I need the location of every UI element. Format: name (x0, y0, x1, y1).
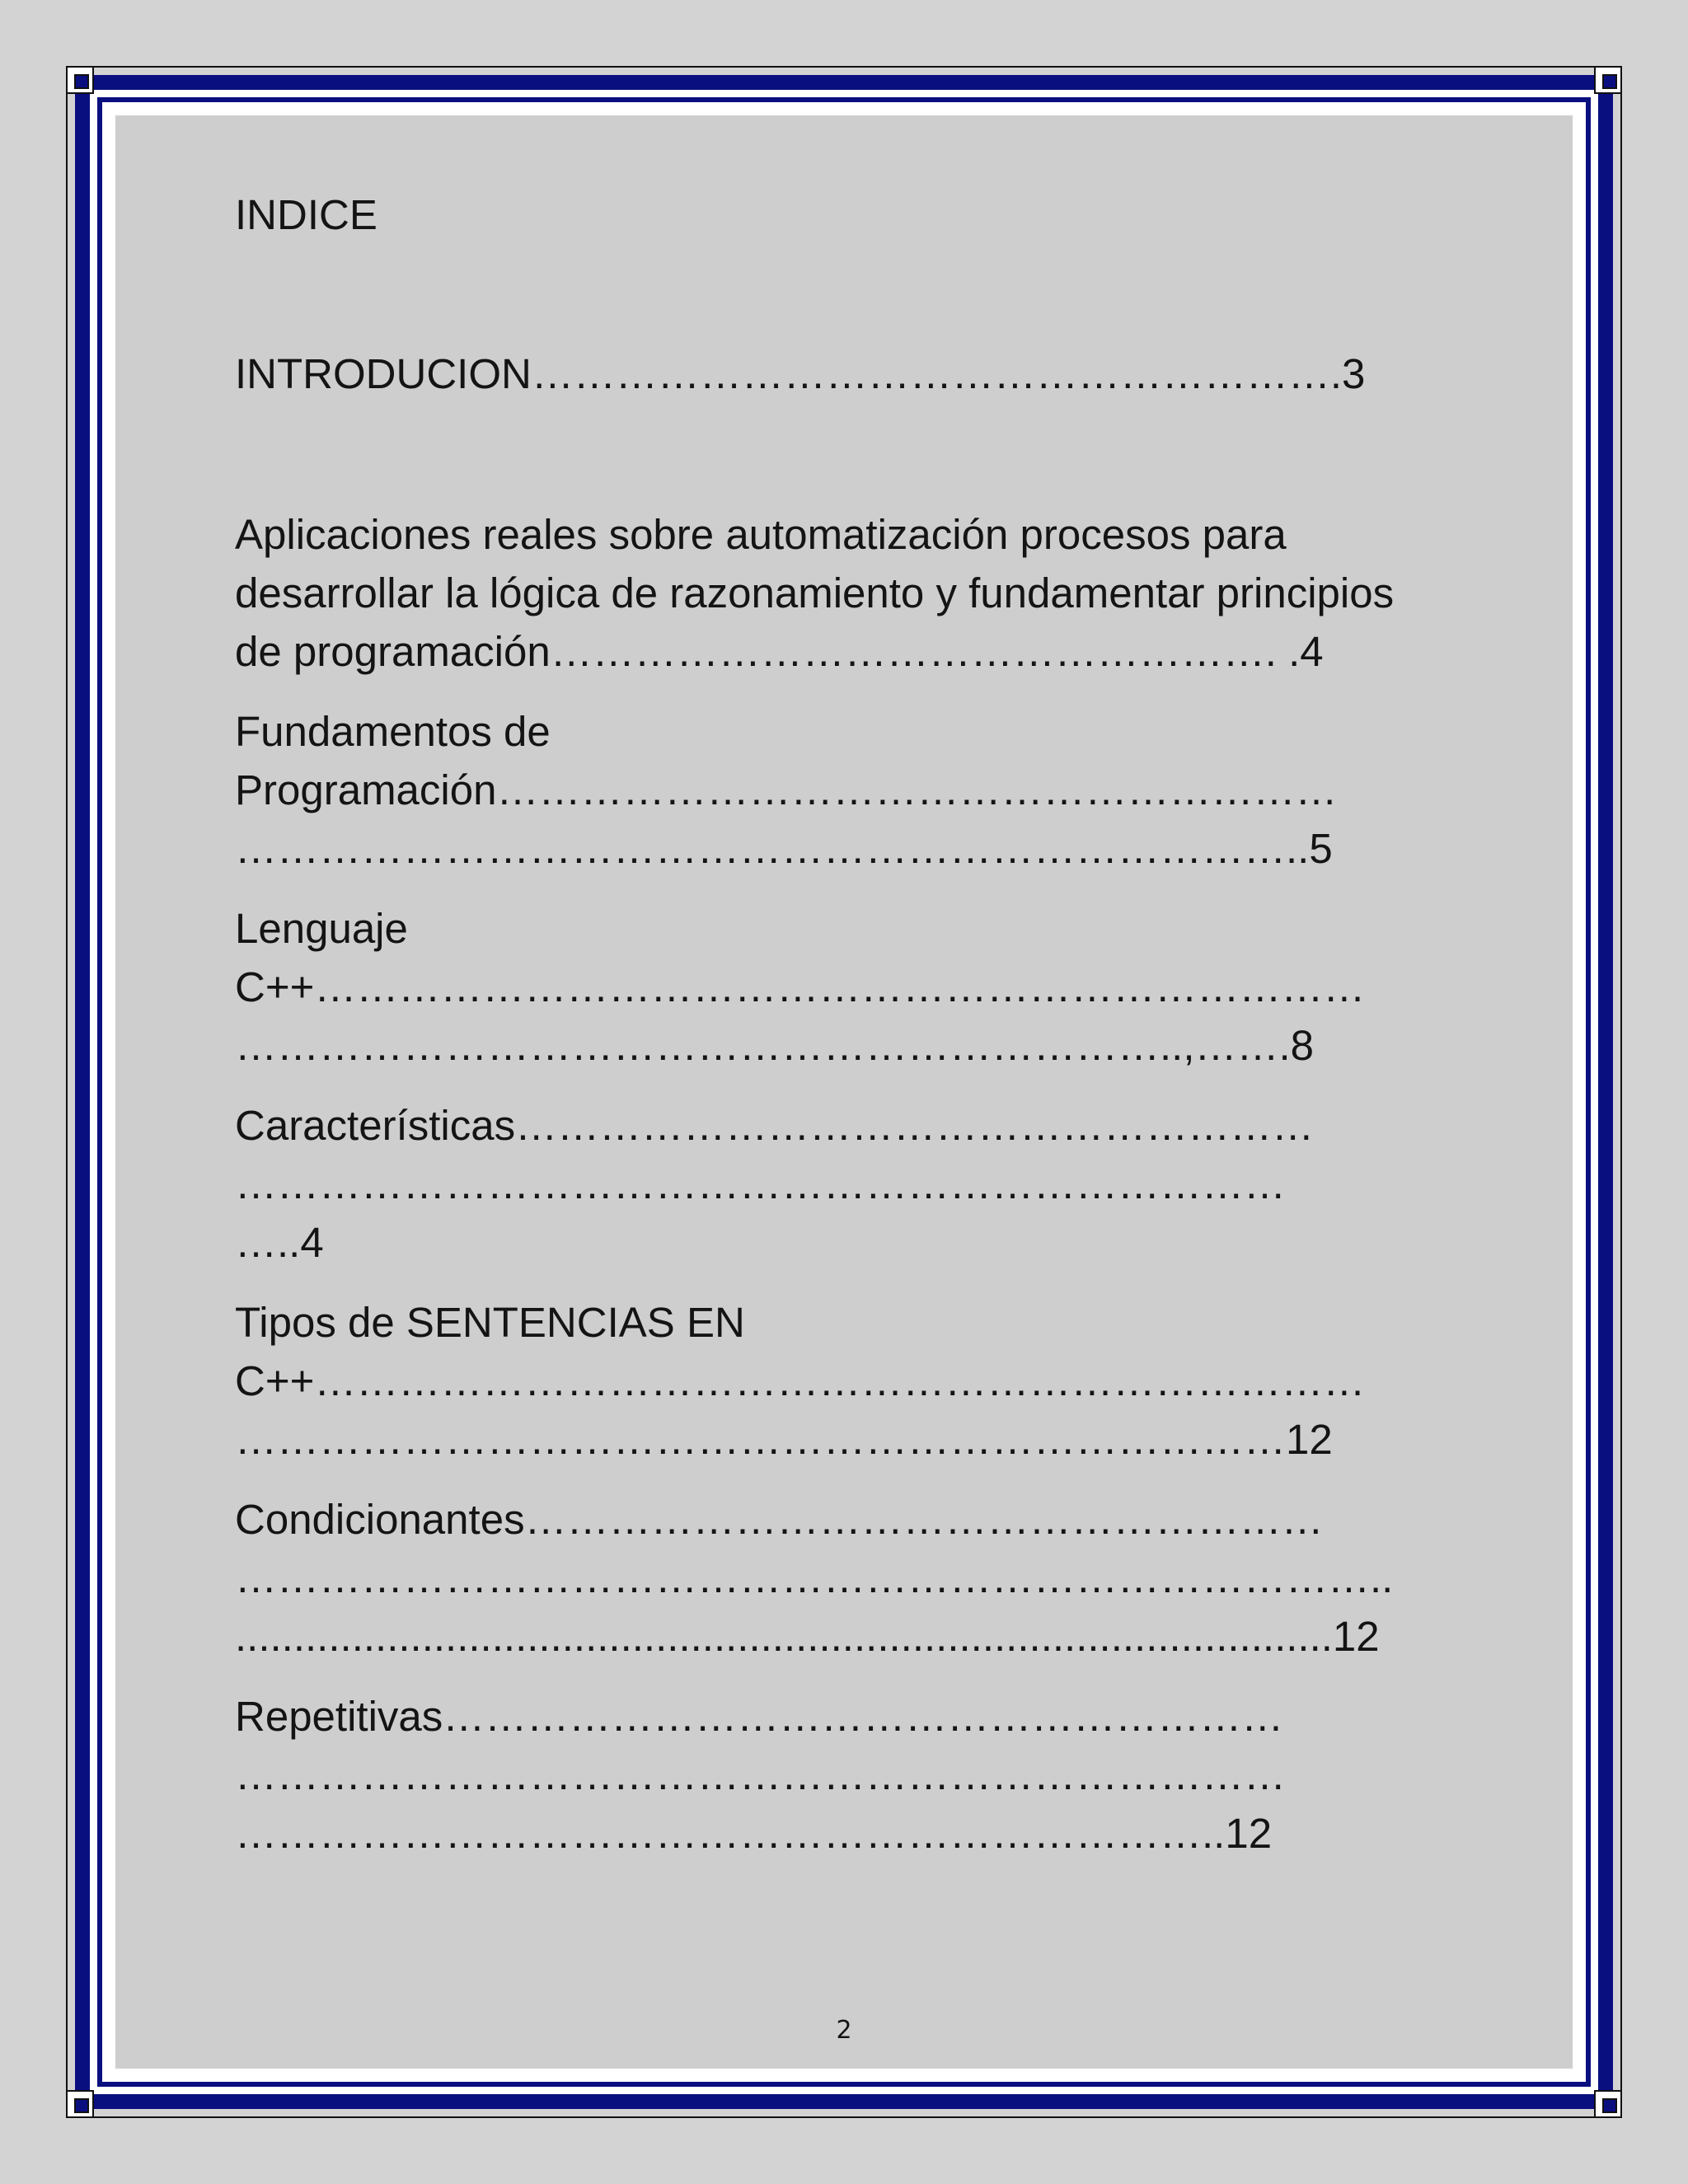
toc-entry-repetitivas: Repetitivas…………………………………………………… ………………………………………………………………… ……………………………………………………………..12 (235, 1693, 1286, 1857)
border-corner-ornament (1594, 66, 1622, 94)
border-corner-ornament (66, 2090, 94, 2118)
page-number: 2 (836, 2016, 852, 2045)
table-of-contents (235, 185, 1471, 1863)
border-corner-ornament (66, 66, 94, 94)
border-corner-ornament (1594, 2090, 1622, 2118)
toc-entry-tipos-sentencias: Tipos de SENTENCIAS EN C++………………………………………………………………… …………………………………………………………………12 (235, 1299, 1366, 1463)
toc-entry-aplicaciones: Aplicaciones reales sobre automatización procesos para desarrollar la lógica de razonamiento y fundamentar principios de programación……………………………………………. .4 (235, 511, 1395, 675)
page-title: INDICE (235, 191, 377, 238)
toc-entry-condicionantes: Condicionantes………………………………………………… ……………………………………………………………………….. ..............................................................................................12 (235, 1496, 1394, 1660)
toc-entry-caracteristicas: Características………………………………………………… ………………………………………………………………… …..4 (235, 1102, 1315, 1266)
toc-entry-fundamentos: Fundamentos de Programación…………………………………………………… …………………………………………………………………..5 (235, 708, 1338, 872)
toc-entry-introduccion: INTRODUCION………………………………………………….3 (235, 350, 1366, 397)
toc-entry-lenguaje-cpp: Lenguaje C++………………………………………………………………… …………………………………………………………..,…….8 (235, 905, 1366, 1069)
